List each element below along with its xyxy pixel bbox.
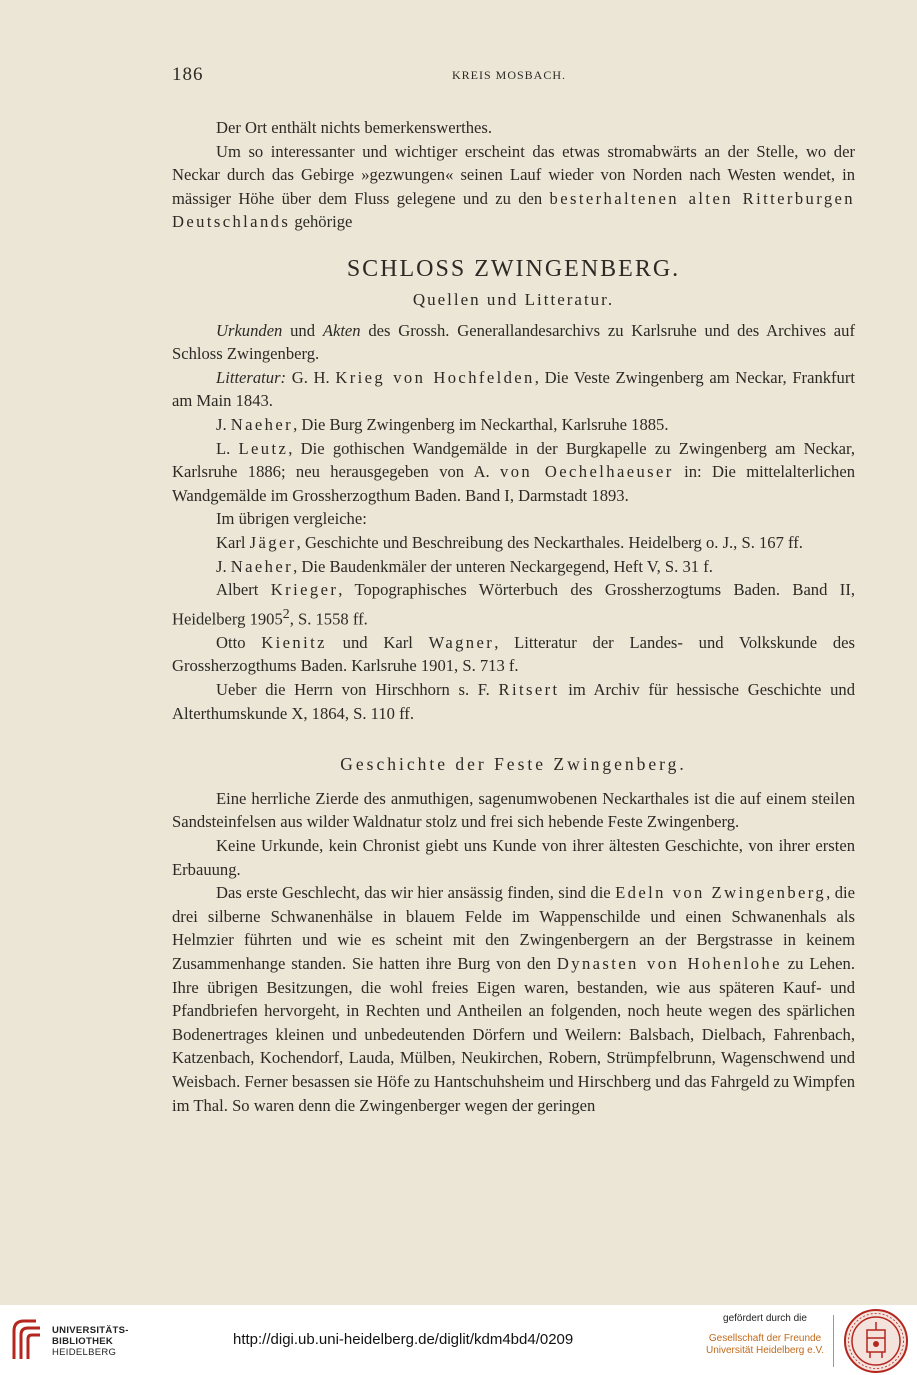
library-logo-icon bbox=[10, 1317, 44, 1363]
footer-divider bbox=[833, 1315, 834, 1367]
university-seal-icon bbox=[843, 1308, 909, 1374]
chapter-title: SCHLOSS ZWINGENBERG. bbox=[346, 255, 681, 282]
paragraph: Der Ort enthält nichts bemerkenswerthes. bbox=[216, 118, 493, 137]
page-header bbox=[172, 64, 855, 86]
funded-by-label: gefördert durch die bbox=[723, 1313, 807, 1324]
paragraph: Um so interessanter und wichtiger erscheint das etwas stromabwärts an der Stelle, wo der Neckar durch das Gebirge »gezwungen« seinen Lauf wieder von Norden nach Westen wendet, in mässiger Höhe über dem Fluss gelegene und zu den besterhaltenen alten Ritterburgen Deutschlands gehörige bbox=[172, 141, 856, 232]
chapter-subtitle: Quellen und Litteratur. bbox=[412, 289, 615, 309]
page-number: 186 bbox=[172, 64, 204, 85]
source-entry: J. Naeher, Die Burg Zwingenberg im Neckarthal, Karlsruhe 1885. bbox=[216, 414, 669, 434]
source-entry: Im übrigen vergleiche: bbox=[216, 509, 367, 529]
source-entry: Urkunden und Akten des Grossh. Generallandesarchivs zu Karlsruhe und des Archives auf Schloss Zwingenberg. bbox=[172, 320, 855, 364]
permalink-url[interactable]: http://digi.ub.uni-heidelberg.de/diglit/kdm4bd4/0209 bbox=[233, 1331, 574, 1348]
running-title: KREIS MOSBACH. bbox=[452, 68, 567, 82]
page-body bbox=[172, 116, 855, 1117]
source-entry: Litteratur: G. H. Krieg von Hochfelden, Die Veste Zwingenberg am Neckar, Frankfurt am Main 1843. bbox=[172, 367, 855, 411]
section-heading: Geschichte der Feste Zwingenberg. bbox=[340, 754, 687, 775]
library-name: UNIVERSITÄTS- BIBLIOTHEK HEIDELBERG bbox=[52, 1325, 129, 1358]
paragraph: Das erste Geschlecht, das wir hier ansässig finden, sind die Edeln von Zwingenberg, die drei silberne Schwanenhälse in blauem Felde im Wappenschilde und einen Schwanenhals als Helmzier führten und wie es scheint mit den Zwingenbergern an der Bergstrasse in keinem Zusammenhange standen. Sie hatten ihre Burg von den Dynasten von Hohenlohe zu Lehen. Ihre übrigen Besitzungen, die wohl freies Eigen waren, bestanden, wie aus späteren Kauf- und Pfandbriefen hervorgeht, in Rechten und Antheilen an folgenden, noch heute wegen des spärlichen Bodenertrages kleinen und unbedeutenden Dörfern und Weilern: Balsbach, Dielbach, Fahrenbach, Katzenbach, Kochendorf, Lauda, Mülben, Neukirchen, Robern, Strümpfelbrunn, Wagenschwend und Weisbach. Ferner besassen sie Höfe zu Hantschuhsheim und Hirschberg und das Fahrgeld zu Wimpfen im Thal. So waren denn die Zwingenberger wegen der geringen bbox=[172, 883, 855, 1115]
sponsor-name[interactable]: Gesellschaft der Freunde Universität Heidelberg e.V. bbox=[705, 1333, 825, 1356]
viewer-footer bbox=[0, 1305, 917, 1375]
paragraph: Eine herrliche Zierde des anmuthigen, sagenumwobenen Neckarthales ist die auf einem steilen Sandsteinfelsen aus wilder Waldnatur stolz und frei sich hebende Feste Zwingenberg. bbox=[172, 788, 855, 832]
paragraph: Keine Urkunde, kein Chronist giebt uns Kunde von ihrer ältesten Geschichte, von ihrer ersten Erbauung. bbox=[172, 835, 855, 879]
source-entry: Ueber die Herrn von Hirschhorn s. F. Ritsert im Archiv für hessische Geschichte und Alterthumskunde X, 1864, S. 110 ff. bbox=[172, 680, 855, 723]
source-entry: Albert Krieger, Topographisches Wörterbuch des Grossherzogtums Baden. Band II, Heidelberg 1905$^2$, S. 1558 ff. bbox=[172, 580, 855, 629]
source-entry: J. Naeher, Die Baudenkmäler der unteren Neckargegend, Heft V, S. 31 f. bbox=[216, 556, 713, 576]
source-entry: L. Leutz, Die gothischen Wandgemälde in der Burgkapelle zu Zwingenberg am Neckar, Karlsruhe 1886; neu herausgegeben von A. von Oechelhaeuser in: Die mittelalterlichen Wandgemälde im Grossherzogthum Baden. Band I, Darmstadt 1893. bbox=[172, 438, 856, 505]
source-entry: Karl Jäger, Geschichte und Beschreibung des Neckarthales. Heidelberg o. J., S. 167 ff. bbox=[216, 532, 803, 552]
source-entry: Otto Kienitz und Karl Wagner, Litteratur der Landes- und Volkskunde des Grossherzogthums Baden. Karlsruhe 1901, S. 713 f. bbox=[172, 632, 855, 676]
